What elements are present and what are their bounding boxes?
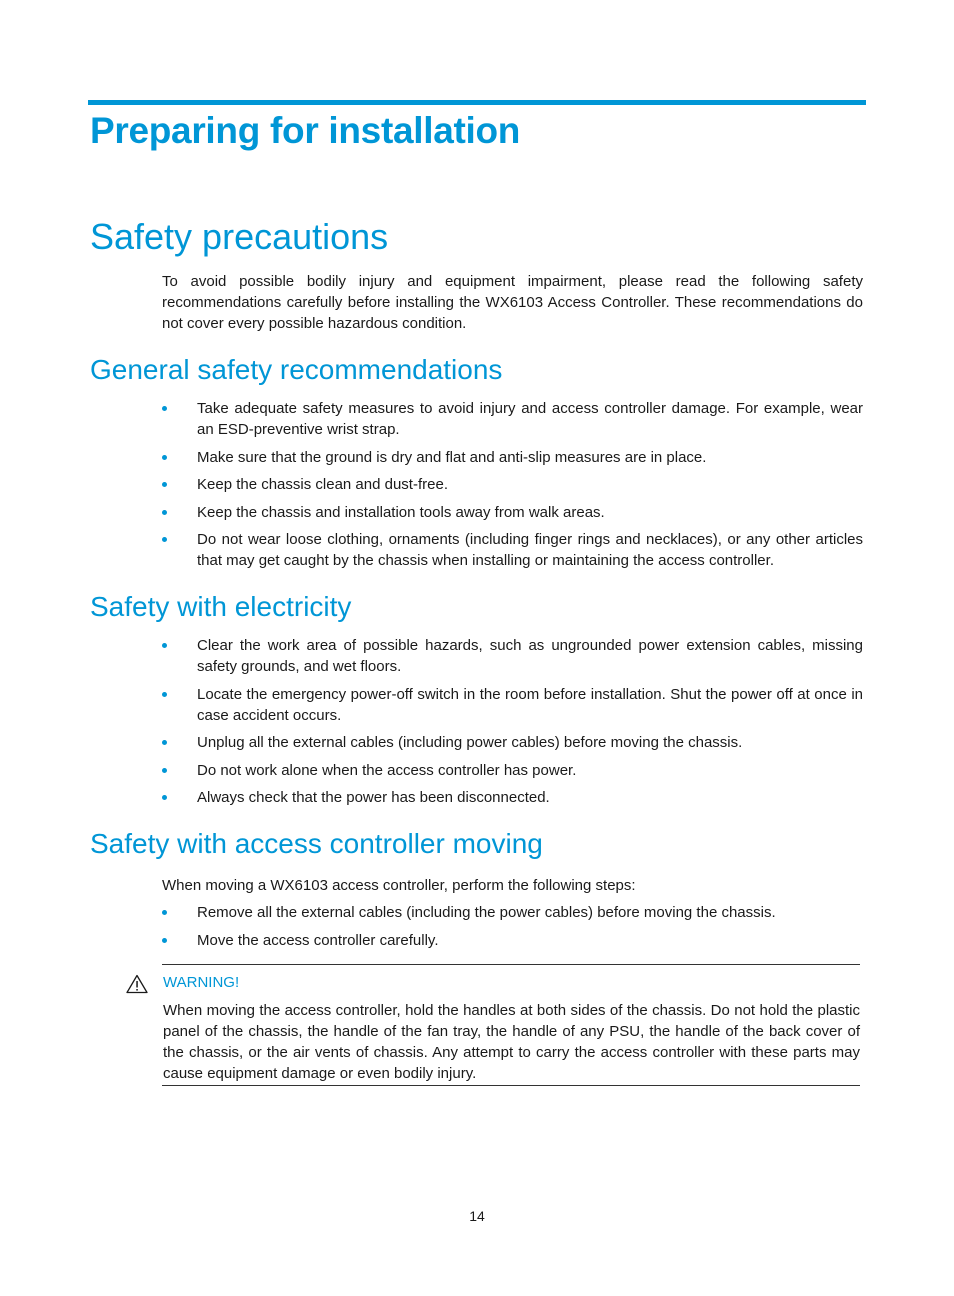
moving-intro-paragraph: When moving a WX6103 access controller, perform the following steps: bbox=[162, 877, 636, 894]
bullet-icon bbox=[162, 510, 167, 515]
list-item: Keep the chassis clean and dust-free. bbox=[162, 474, 863, 495]
bullet-icon bbox=[162, 768, 167, 773]
bullet-icon bbox=[162, 692, 167, 697]
list-item: Take adequate safety measures to avoid injury and access controller damage. For example, wear an ESD-preventive wrist strap. bbox=[162, 398, 863, 440]
warning-box bbox=[162, 964, 860, 1086]
list-item: Locate the emergency power-off switch in the room before installation. Shut the power off at once in case accident occurs. bbox=[162, 684, 863, 726]
bullet-icon bbox=[162, 938, 167, 943]
list-item: Keep the chassis and installation tools away from walk areas. bbox=[162, 502, 863, 523]
list-item: Clear the work area of possible hazards, such as ungrounded power extension cables, missing safety grounds, and wet floors. bbox=[162, 635, 863, 677]
list-item: Always check that the power has been disconnected. bbox=[162, 787, 863, 808]
list-item: Make sure that the ground is dry and flat and anti-slip measures are in place. bbox=[162, 447, 863, 468]
list-item: Do not wear loose clothing, ornaments (including finger rings and necklaces), or any other articles that may get caught by the chassis when installing or maintaining the access controller. bbox=[162, 529, 863, 571]
bullet-icon bbox=[162, 910, 167, 915]
subsection-title-electricity: Safety with electricity bbox=[90, 591, 352, 622]
moving-steps-list bbox=[162, 902, 863, 957]
bullet-icon bbox=[162, 455, 167, 460]
warning-label: WARNING! bbox=[163, 974, 240, 991]
chapter-top-rule bbox=[88, 100, 866, 105]
subsection-title-moving: Safety with access controller moving bbox=[90, 828, 543, 859]
bullet-icon bbox=[162, 740, 167, 745]
list-item: Do not work alone when the access controller has power. bbox=[162, 760, 863, 781]
page-number: 14 bbox=[469, 1208, 485, 1224]
warning-triangle-icon bbox=[126, 974, 148, 994]
list-item: Remove all the external cables (including the power cables) before moving the chassis. bbox=[162, 902, 863, 923]
bullet-icon bbox=[162, 537, 167, 542]
bullet-icon bbox=[162, 643, 167, 648]
safety-intro-paragraph: To avoid possible bodily injury and equipment impairment, please read the following safety recommendations carefully before installing the WX6103 Access Controller. These recommendations do not cover every possible hazardous condition. bbox=[162, 273, 863, 332]
general-recommendations-list bbox=[162, 398, 863, 578]
bullet-icon bbox=[162, 406, 167, 411]
list-item: Move the access controller carefully. bbox=[162, 930, 863, 951]
subsection-title-general: General safety recommendations bbox=[90, 354, 503, 385]
warning-text: When moving the access controller, hold the handles at both sides of the chassis. Do not hold the plastic panel of the chassis, the handle of the fan tray, the handle of any PSU, the handle of the back cover of the chassis, or the air vents of chassis. Any attempt to carry the access controller with these parts may cause equipment damage or even bodily injury. bbox=[163, 1002, 860, 1082]
chapter-title: Preparing for installation bbox=[90, 110, 521, 151]
list-item: Unplug all the external cables (including power cables) before moving the chassis. bbox=[162, 732, 863, 753]
bullet-icon bbox=[162, 482, 167, 487]
electricity-safety-list bbox=[162, 635, 863, 815]
bullet-icon bbox=[162, 795, 167, 800]
section-title-safety-precautions: Safety precautions bbox=[90, 216, 389, 257]
